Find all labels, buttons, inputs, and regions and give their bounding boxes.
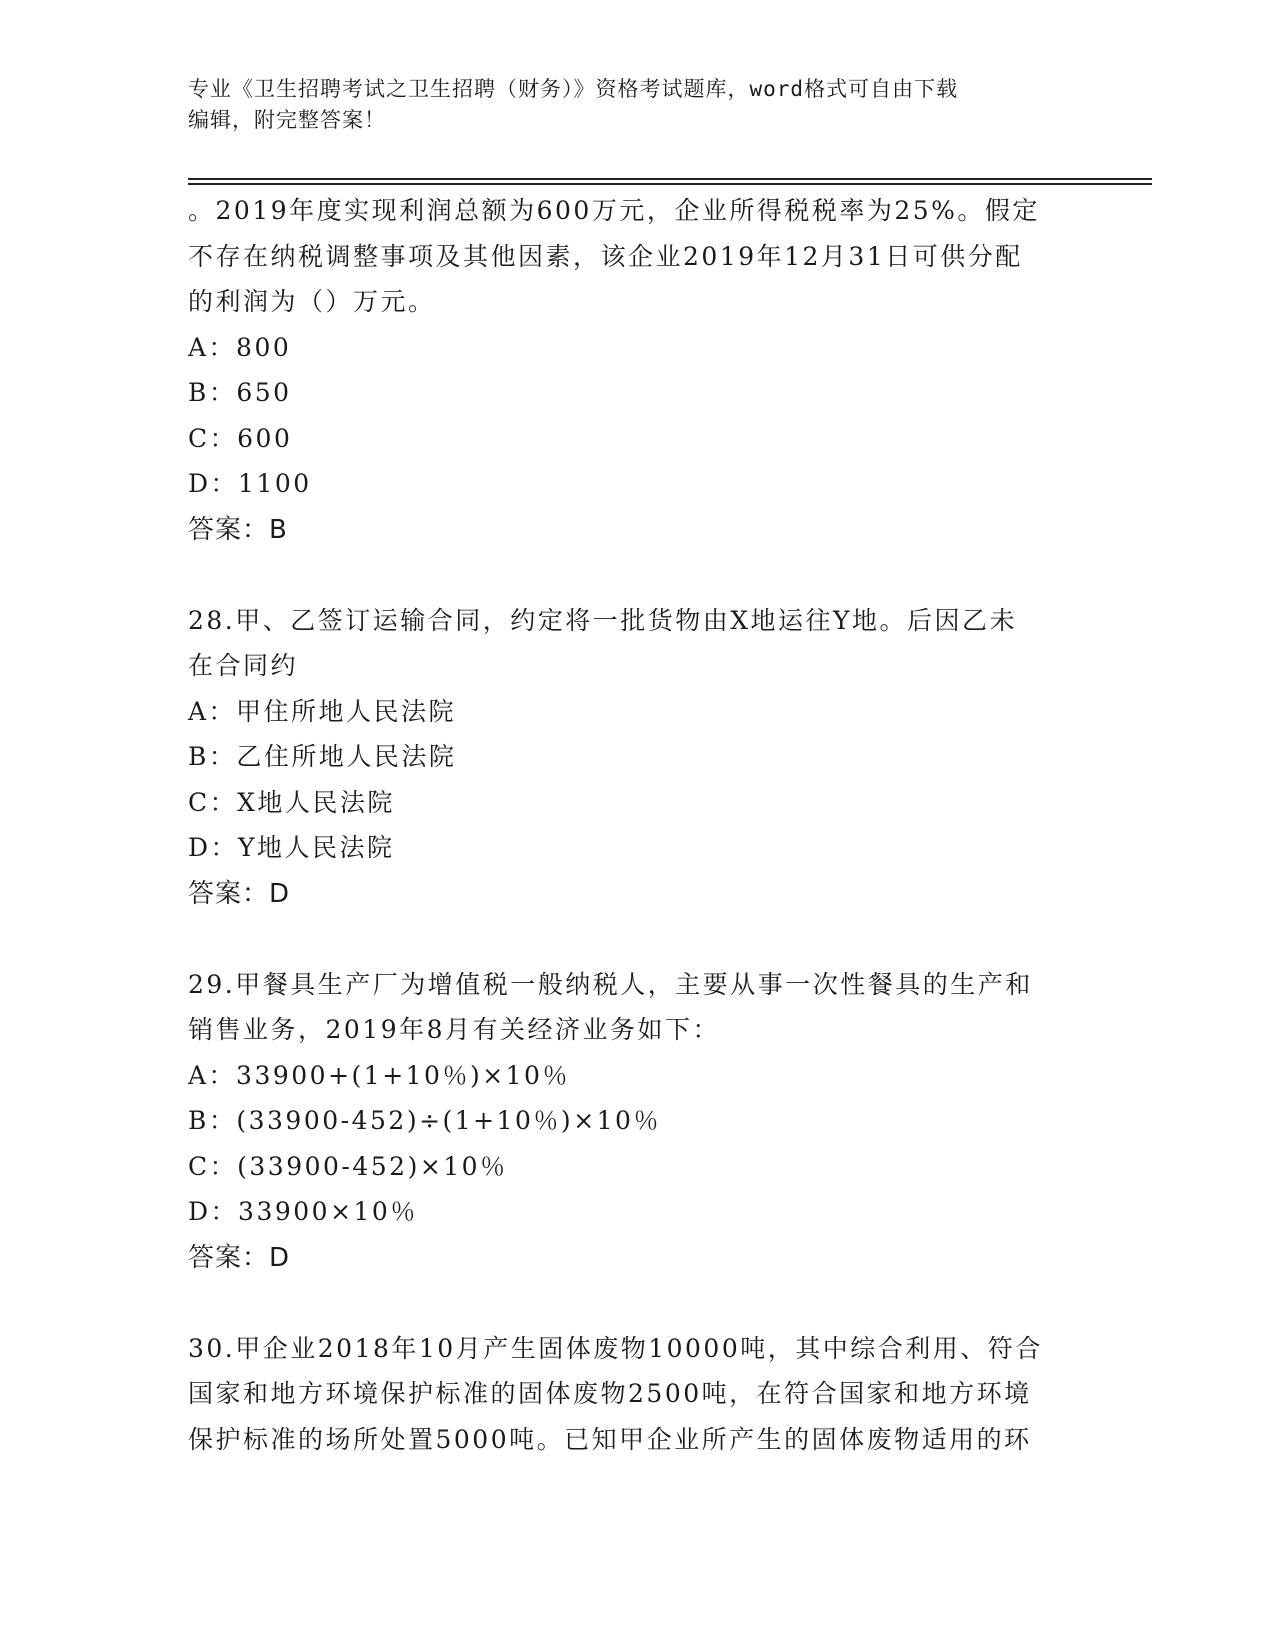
question-spacer	[188, 917, 1078, 962]
question-28	[188, 598, 1078, 917]
document-header	[188, 74, 1078, 136]
option-b: B：650	[188, 378, 292, 407]
header-divider-bottom	[188, 183, 1152, 185]
question-spacer	[188, 553, 1078, 598]
question-text-line: 国家和地方环境保护标准的固体废物2500吨，在符合国家和地方环境	[188, 1379, 1032, 1408]
question-text-line: 30.甲企业2018年10月产生固体废物10000吨，其中综合利用、符合	[188, 1333, 1043, 1363]
option-c: C：600	[188, 423, 293, 453]
question-29	[188, 962, 1078, 1281]
question-text-line: 在合同约	[188, 651, 299, 680]
question-text-line: 29.甲餐具生产厂为增值税一般纳税人，主要从事一次性餐具的生产和	[188, 969, 1033, 999]
question-text-line: 。2019年度实现利润总额为600万元，企业所得税税率为25%。假定	[188, 196, 1040, 225]
question-text-line: 销售业务，2019年8月有关经济业务如下：	[188, 1015, 721, 1044]
question-text-line: 的利润为（）万元。	[188, 287, 436, 316]
header-line-1: 专业《卫生招聘考试之卫生招聘（财务）》资格考试题库，word格式可自由下载	[188, 77, 959, 101]
question-text-line: 保护标准的场所处置5000吨。已知甲企业所产生的固体废物适用的环	[188, 1424, 1032, 1454]
question-spacer	[188, 1281, 1078, 1326]
option-a: A：甲住所地人民法院	[188, 696, 457, 726]
question-text-line: 不存在纳税调整事项及其他因素，该企业2019年12月31日可供分配	[188, 241, 1023, 271]
option-d: D：1100	[188, 469, 312, 498]
option-a: A：800	[188, 332, 292, 362]
header-line-2: 编辑，附完整答案！	[188, 108, 386, 132]
question-30	[188, 1326, 1078, 1463]
option-b: B：(33900-452)÷(1+10％)×10％	[188, 1106, 661, 1135]
option-c: C：(33900-452)×10％	[188, 1151, 508, 1181]
option-a: A：33900+(1+10％)×10％	[188, 1060, 570, 1090]
question-27	[188, 188, 1078, 553]
header-divider-top	[188, 178, 1152, 180]
answer-line: 答案：B	[188, 514, 288, 545]
option-c: C：X地人民法院	[188, 787, 395, 817]
option-b: B：乙住所地人民法院	[188, 742, 457, 771]
question-list	[188, 188, 1078, 1462]
question-text-line: 28.甲、乙签订运输合同，约定将一批货物由X地运往Y地。后因乙未	[188, 605, 1018, 635]
option-d: D：Y地人民法院	[188, 833, 395, 862]
answer-line: 答案：D	[188, 1242, 291, 1273]
answer-line: 答案：D	[188, 878, 291, 909]
option-d: D：33900×10％	[188, 1197, 418, 1226]
